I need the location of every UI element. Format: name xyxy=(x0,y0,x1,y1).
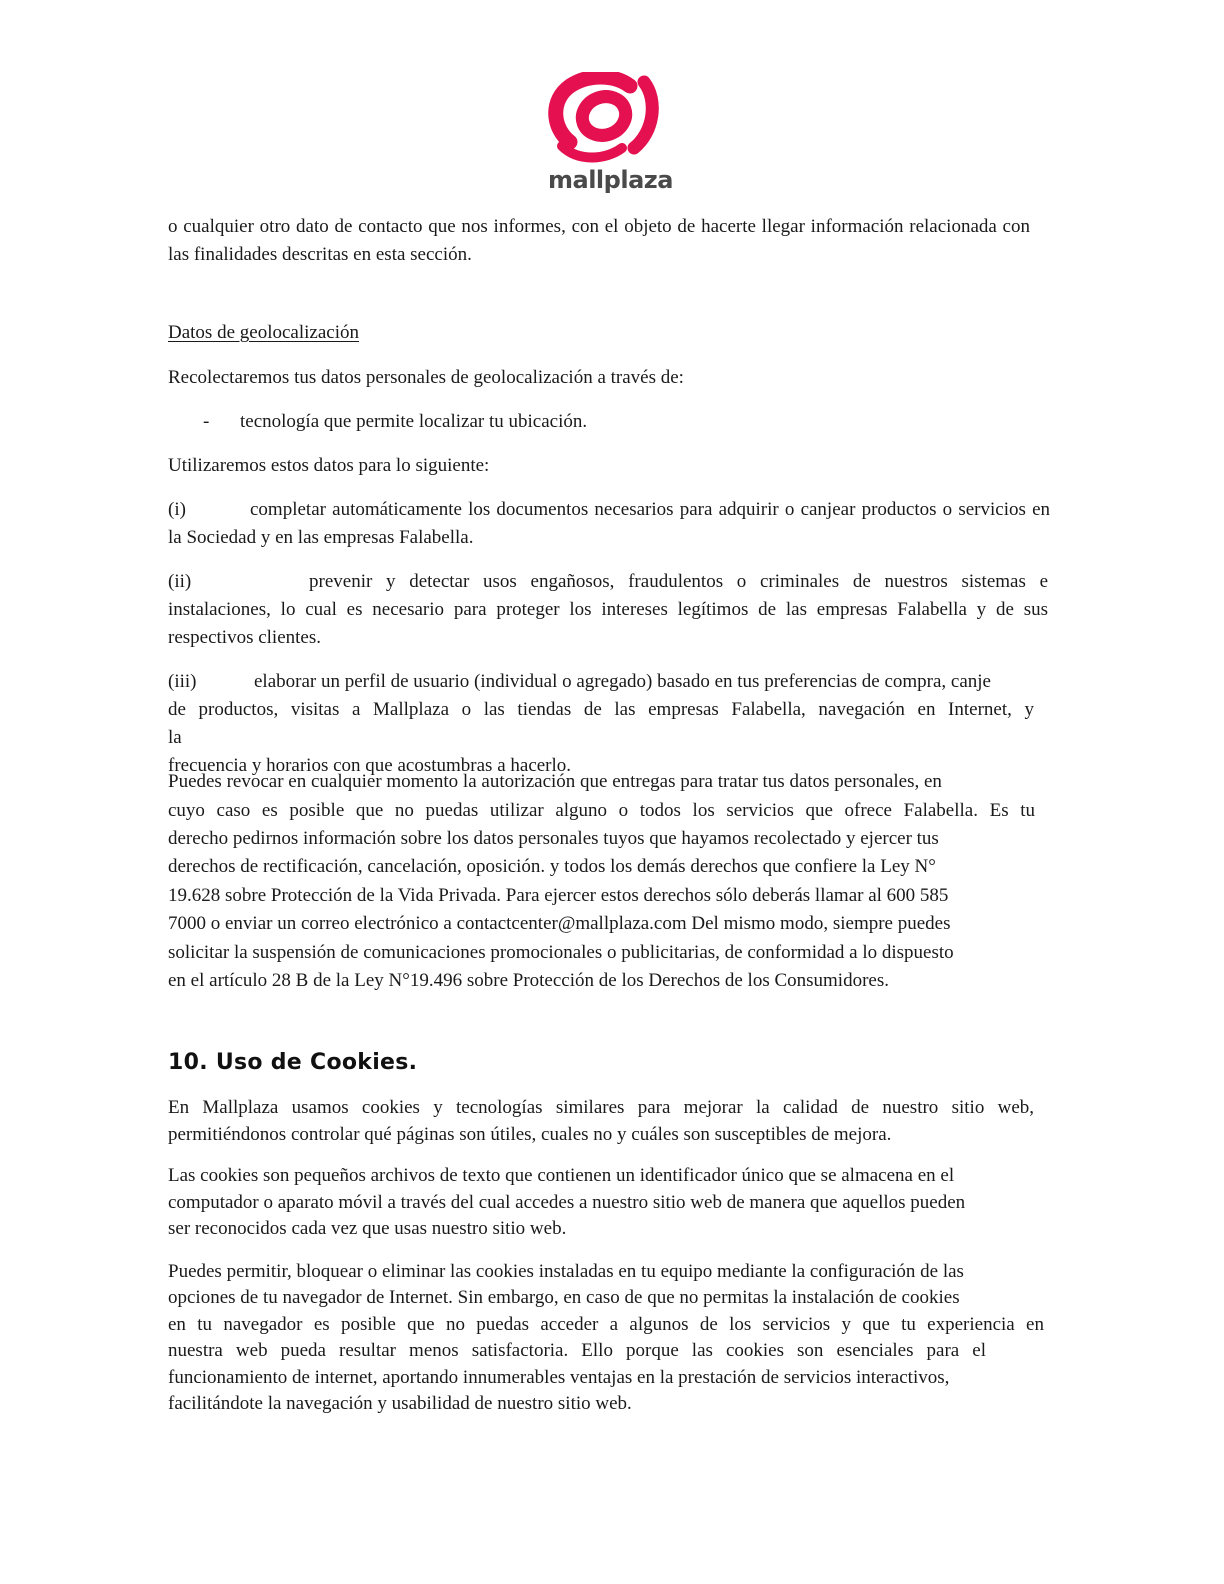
revoke-line: Puedes revocar en cualquier momento la autorización que entregas para tratar tus datos personales, en xyxy=(168,771,942,792)
geo-bullet-item xyxy=(203,408,587,436)
geo-collect-text: Recolectaremos tus datos personales de geolocalización a través de: xyxy=(168,367,684,388)
geo-item-ii xyxy=(168,568,1048,652)
item-label: (iii) xyxy=(168,671,197,692)
revoke-line: derecho pedirnos información sobre los datos personales tuyos que hayamos recolectado y ejercer tus xyxy=(168,828,939,849)
item-text-line-3: la xyxy=(168,727,182,748)
bullet-text: tecnología que permite localizar tu ubicación. xyxy=(240,411,588,432)
item-text-line-4: frecuencia y horarios con que acostumbras a hacerlo. xyxy=(168,755,572,776)
mallplaza-logo-icon xyxy=(548,72,668,164)
revoke-line: derechos de rectificación, cancelación, oposición. y todos los demás derechos que confiere la Ley N° xyxy=(168,856,936,877)
revoke-line: cuyo caso es posible que no puedas utilizar alguno o todos los servicios que ofrece Falabella. Es tu xyxy=(168,800,1035,821)
cookies-p2-line: Las cookies son pequeños archivos de texto que contienen un identificador único que se almacena en el xyxy=(168,1165,955,1186)
revoke-line: solicitar la suspensión de comunicaciones promocionales o publicitarias, de conformidad a lo dispuesto xyxy=(168,942,954,963)
geo-item-i xyxy=(168,496,1050,552)
revoke-line: 19.628 sobre Protección de la Vida Privada. Para ejercer estos derechos sólo deberás llamar al 600 585 xyxy=(168,885,949,906)
item-text: prevenir y detectar usos engañosos, fraudulentos o criminales de nuestros sistemas e instalaciones, lo cual es necesario para proteger los intereses legítimos de las empresas Falabella y de sus respectivos clientes. xyxy=(168,571,1048,648)
mallplaza-logo xyxy=(548,72,673,200)
item-label: (i) xyxy=(168,499,186,520)
section-title-cookies: 10. Uso de Cookies. xyxy=(168,1050,418,1075)
geolocation-heading: Datos de geolocalización xyxy=(168,322,359,343)
item-text-line-1: elaborar un perfil de usuario (individual o agregado) basado en tus preferencias de compra, canje xyxy=(254,671,991,692)
cookies-p2-line: computador o aparato móvil a través del cual accedes a nuestro sitio web de manera que aquellos pueden xyxy=(168,1192,966,1213)
cookies-p3-line: Puedes permitir, bloquear o eliminar las cookies instaladas en tu equipo mediante la configuración de las xyxy=(168,1261,964,1282)
cookies-p3-line: facilitándote la navegación y usabilidad de nuestro sitio web. xyxy=(168,1393,632,1414)
cookies-paragraph-1: En Mallplaza usamos cookies y tecnologías similares para mejorar la calidad de nuestro sitio web, permitiéndonos controlar qué páginas son útiles, cuales no y cuáles son susceptibles de mejora. xyxy=(168,1097,1034,1145)
cookies-p2-line: ser reconocidos cada vez que usas nuestro sitio web. xyxy=(168,1218,567,1239)
revoke-line: en el artículo 28 B de la Ley N°19.496 sobre Protección de los Derechos de los Consumidores. xyxy=(168,970,889,991)
cookies-p3-line: opciones de tu navegador de Internet. Sin embargo, en caso de que no permitas la instalación de cookies xyxy=(168,1287,960,1308)
item-text: completar automáticamente los documentos necesarios para adquirir o canjear productos o servicios en la Sociedad y en las empresas Falabella. xyxy=(168,499,1050,548)
revoke-line: 7000 o enviar un correo electrónico a contactcenter@mallplaza.com Del mismo modo, siempre puedes xyxy=(168,913,951,934)
cookies-p3-line: en tu navegador es posible que no puedas acceder a algunos de los servicios y que tu experiencia en xyxy=(168,1314,1044,1335)
intro-paragraph: o cualquier otro dato de contacto que nos informes, con el objeto de hacerte llegar información relacionada con las finalidades descritas en esta sección. xyxy=(168,216,1030,265)
brand-wordmark: mallplaza xyxy=(548,166,673,194)
cookies-p3-line: funcionamiento de internet, aportando innumerables ventajas en la prestación de servicios interactivos, xyxy=(168,1367,950,1388)
cookies-p3-line: nuestra web pueda resultar menos satisfactoria. Ello porque las cookies son esenciales para el xyxy=(168,1340,986,1361)
item-label: (ii) xyxy=(168,571,192,592)
geo-use-intro: Utilizaremos estos datos para lo siguiente: xyxy=(168,455,490,476)
item-text-line-2: de productos, visitas a Mallplaza o las tiendas de las empresas Falabella, navegación en Internet, y xyxy=(168,699,1034,720)
bullet-dash: - xyxy=(203,411,210,432)
